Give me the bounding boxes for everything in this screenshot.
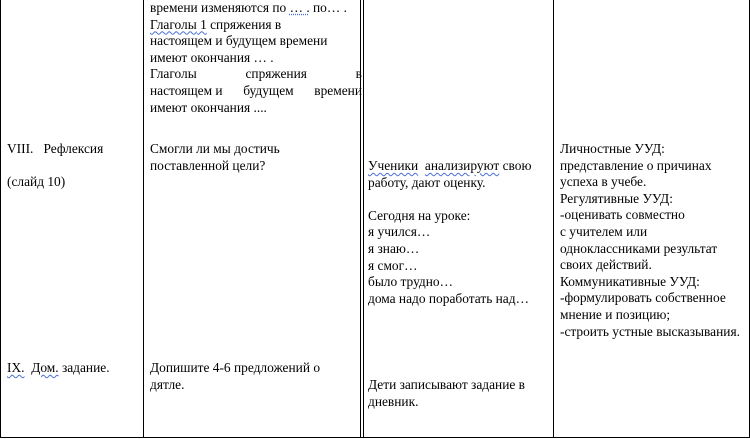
today-item: я знаю… [368, 240, 420, 256]
column-divider-2-inner [363, 0, 364, 438]
column-divider-1 [143, 0, 144, 438]
line-3: настоящем и будущем времени [150, 33, 328, 49]
today-item: я смог… [368, 257, 418, 273]
stage-slide-label: (слайд 10) [7, 174, 66, 189]
grammar-rule-text [150, 0, 362, 116]
students-activity: Ученики анализируют свою работу, дают оценку. Сегодня на уроке: я учился… я знаю… я смог… было трудно… дома надо поработать над… [368, 158, 532, 306]
line-5: Глаголы спряжения в [150, 66, 362, 82]
students-homework: Дети записывают задание в дневник. [368, 377, 525, 409]
today-item: дома надо поработать над… [368, 290, 529, 306]
line-6: настоящем и будущем времени [150, 82, 362, 98]
uud-list: Личностные УУД: представление о причинах успеха в учебе. Регулятивные УУД: -оценивать совместно с учителем или одноклассниками результат своих действий. Коммуникативные УУД: -формулировать собственное мнение и позицию; -строить устные высказывания. [560, 141, 740, 339]
line-2: Глаголы 1 спряжения в [150, 16, 282, 32]
line-1: времени изменяются по … . по… . [150, 0, 347, 15]
column-divider-3 [553, 0, 554, 438]
stage-title-homework: IX. Дом. задание. [7, 360, 110, 375]
homework-task: Допишите 4-6 предложений о дятле. [150, 360, 321, 392]
line-4: имеют окончания … . [150, 49, 274, 65]
teacher-question: Смогли ли мы достичь поставленной цели? [150, 141, 280, 173]
today-title: Сегодня на уроке: [368, 207, 471, 223]
table-border-bottom [0, 437, 750, 438]
table-border-left [0, 0, 1, 438]
today-item: было трудно… [368, 274, 453, 290]
line-7: имеют окончания .... [150, 99, 267, 115]
today-item: я учился… [368, 224, 431, 240]
stage-title-reflection: VIII. Рефлексия [7, 141, 104, 156]
